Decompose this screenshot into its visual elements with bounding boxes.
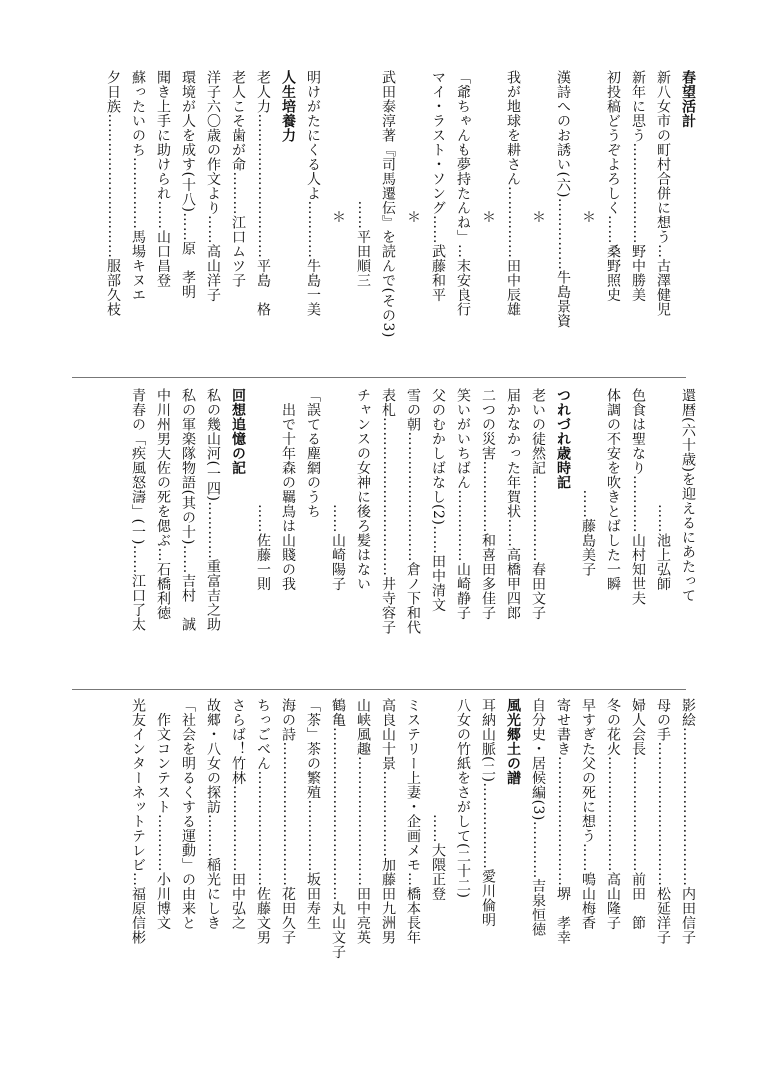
toc-entry: 出で十年森の羈鳥は山賤の我 — [280, 388, 296, 591]
toc-section-3 — [60, 698, 700, 998]
toc-entry: ……佐藤一則 — [255, 388, 271, 591]
toc-entry: ……山崎陽子 — [330, 388, 346, 591]
toc-entry: さらば！竹林………………田中弘之 — [230, 698, 246, 930]
toc-entry: 母の手…………………………松延洋子 — [655, 698, 671, 945]
section-divider — [72, 377, 686, 378]
toc-entry: 夕日族…………………………服部久枝 — [105, 70, 121, 317]
toc-columns — [60, 70, 700, 370]
toc-entry: 八女の竹紙をさがして(二十二) — [455, 698, 471, 899]
toc-entry: 聞き上手に助けられ……山口昌登 — [155, 70, 171, 288]
toc-entry: 武田泰淳著『司馬遷伝』を読んで(その3) — [380, 70, 396, 338]
toc-entry: 「茶」茶の繁殖……………坂田寿生 — [305, 698, 321, 930]
toc-entry: 体調の不安を吹きとばした一瞬 — [605, 388, 621, 591]
section-heading: 風光郷土の譜 — [505, 698, 521, 785]
section-heading: 春望活計 — [680, 70, 696, 128]
toc-entry: 還暦(六十歳)を迎えるにあたって — [680, 388, 696, 603]
toc-entry: 自分史・居候編(3)…………吉泉恒徳 — [530, 698, 546, 937]
toc-entry: 中川州男大佐の死を偲ぶ…石橋利徳 — [155, 388, 171, 620]
toc-entry: 寄せ書き………………………堺 孝幸 — [555, 698, 571, 945]
toc-entry: ……平田順三 — [355, 70, 371, 288]
toc-entry: 届かなかった年賀状……高橋甲四郎 — [505, 388, 521, 620]
toc-entry: ……藤島美子 — [580, 388, 596, 577]
section-heading: つれづれ歳時記 — [555, 388, 571, 490]
toc-entry: 耳納山脈(二)………………愛川倫明 — [480, 698, 496, 928]
toc-entry: 私の軍楽隊物語(其の十)……吉村 誠 — [180, 388, 196, 632]
toc-entry: ……池上弘師 — [655, 388, 671, 591]
toc-entry: 婦人会長……………………前田 節 — [630, 698, 646, 930]
toc-entry: 海の詩…………………………花田久子 — [280, 698, 296, 945]
toc-entry: 老人力…………………………平島 格 — [255, 70, 271, 317]
toc-entry: 表札……………………………井寺容子 — [380, 388, 396, 635]
separator-star: ＊ — [405, 210, 421, 225]
toc-section-1 — [60, 70, 700, 370]
separator-star: ＊ — [480, 210, 496, 225]
toc-entry: 影絵……………………………内田信子 — [680, 698, 696, 945]
toc-entry: 父のむかしばなし(2)……田中清文 — [430, 388, 446, 613]
section-divider — [72, 689, 686, 690]
toc-entry: 雪の朝………………………倉ノ下和代 — [405, 388, 421, 635]
toc-section-2 — [60, 388, 700, 676]
toc-entry: 青春の「疾風怒濤」(一)……江口了太 — [130, 388, 146, 632]
toc-columns — [60, 698, 700, 998]
separator-star: ＊ — [530, 210, 546, 225]
toc-entry: 老人こそ歯が命………江口ムツ子 — [230, 70, 246, 288]
toc-entry: 早すぎた父の死に想う……鳴山梅香 — [580, 698, 596, 930]
toc-entry: 漢詩へのお誘い(六)……………牛島景資 — [555, 70, 571, 329]
toc-entry: 作文コンテスト…………小川博文 — [155, 698, 171, 930]
separator-star: ＊ — [330, 210, 346, 225]
toc-entry: 明けがたにくる人よ…………牛島一美 — [305, 70, 321, 317]
toc-entry: 二つの災害……………和喜田多佳子 — [480, 388, 496, 620]
toc-entry: 光友インターネットテレビ…福原信彬 — [130, 698, 146, 945]
toc-entry: マイ・ラスト・ソング……武藤和平 — [430, 70, 446, 302]
toc-entry: 山峡風趣………………………田中亮英 — [355, 698, 371, 945]
toc-entry: 新年に思う…………………野中勝美 — [630, 70, 646, 302]
toc-columns — [60, 388, 700, 676]
toc-entry: 鶴亀………………………………丸山文子 — [330, 698, 346, 959]
toc-entry: 洋子六〇歳の作文より……高山洋子 — [205, 70, 221, 302]
toc-entry: ちっごべん……………………佐藤文男 — [255, 698, 271, 945]
toc-entry: 高良山十景………………加藤田九洲男 — [380, 698, 396, 945]
section-heading: 回想追憶の記 — [230, 388, 246, 475]
toc-entry: 「誤てる塵網のうち — [305, 388, 321, 519]
toc-entry: 笑いがいちばん……………山崎静子 — [455, 388, 471, 620]
toc-entry: ミステリー上妻・企画メモ…橋本長年 — [405, 698, 421, 945]
toc-entry: 蘇ったいのち……………馬場キヌエ — [130, 70, 146, 302]
toc-entry: 我が地球を耕さん……………田中辰雄 — [505, 70, 521, 317]
toc-entry: 私の幾山河(一四)…………重富吉之助 — [205, 388, 221, 632]
toc-entry: 故郷・八女の探訪………稲光にしき — [205, 698, 221, 930]
toc-entry: 初投稿どうぞよろしく……桑野照史 — [605, 70, 621, 302]
toc-entry: 色食は聖なり…………山村知世夫 — [630, 388, 646, 606]
separator-star: ＊ — [580, 210, 596, 225]
toc-entry: 環境が人を成す(十八)……原 孝明 — [180, 70, 196, 300]
toc-entry: 新八女市の町村合併に想う…古澤健児 — [655, 70, 671, 317]
toc-entry: 老いの徒然記………………春田文子 — [530, 388, 546, 620]
toc-entry: チャンスの女神に後ろ髪はない — [355, 388, 371, 591]
toc-entry: 「爺ちゃんも夢持たんね」…末安良行 — [455, 70, 471, 317]
toc-entry: 冬の花火……………………高山隆子 — [605, 698, 621, 930]
toc-entry: 「社会を明るくする運動」の由来と — [180, 698, 196, 930]
section-heading: 人生培養力 — [280, 70, 296, 143]
toc-entry: ……大隈正登 — [430, 698, 446, 901]
